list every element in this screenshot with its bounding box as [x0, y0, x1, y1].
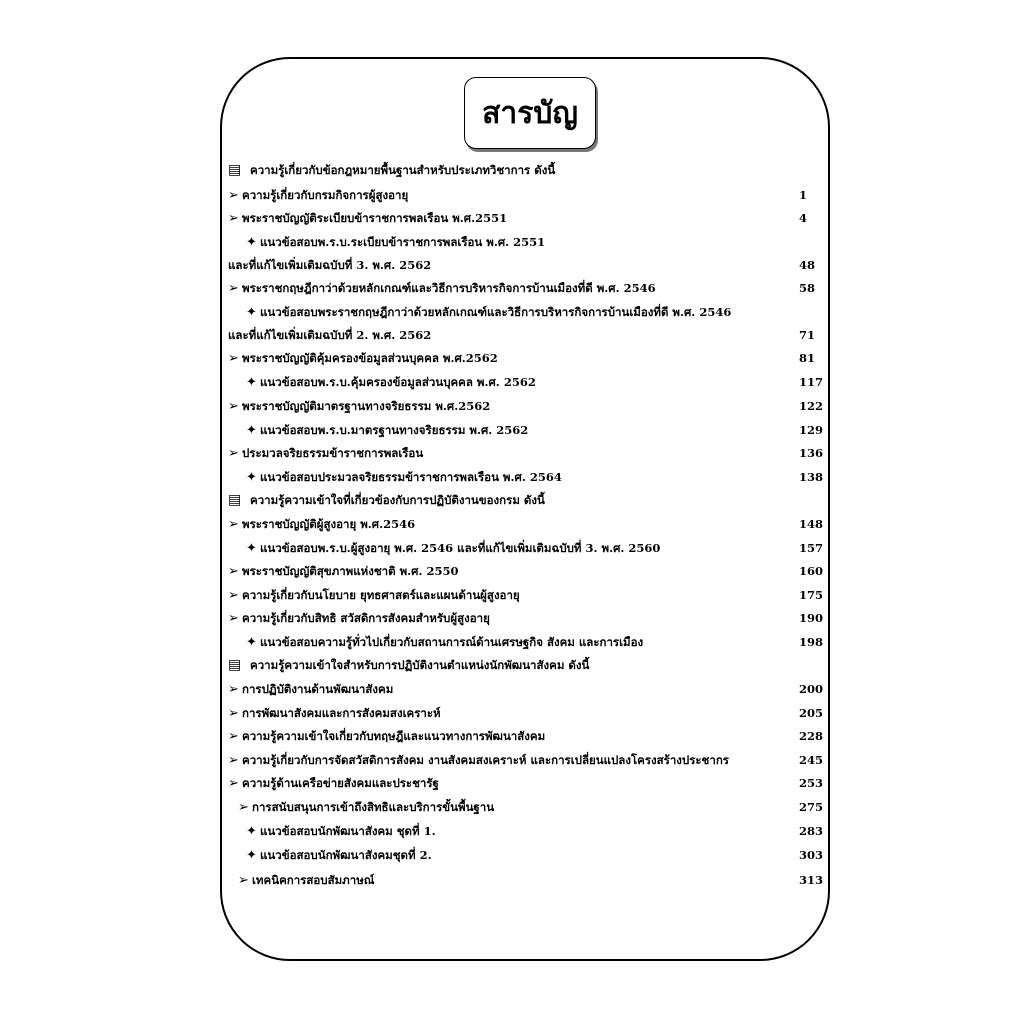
toc-entry [228, 561, 828, 581]
toc-entry [228, 467, 828, 487]
toc-entry-label [246, 302, 731, 323]
toc-entry-label [228, 585, 520, 606]
toc-page-number: 313 [799, 873, 824, 887]
toc-entry-label [228, 185, 408, 206]
toc-page-number: 117 [799, 375, 824, 389]
toc-entry-text: ความรู้เกี่ยวกับกรมกิจการผู้สูงอายุ [242, 188, 409, 202]
toc-entry [228, 585, 828, 605]
toc-entry-label [246, 232, 545, 253]
toc-page-number: 200 [799, 682, 824, 696]
toc-entry [228, 232, 828, 252]
toc-page-number: 71 [799, 328, 816, 342]
toc-entry-text: ความรู้เกี่ยวกับการจัดสวัสดิการสังคม งานสังคมสงเคราะห์ และการเปลี่ยนแปลงโครงสร้างประชากร [242, 753, 729, 767]
arrow-bullet-icon: ➢ [228, 446, 239, 461]
toc-entry [228, 325, 828, 345]
toc-entry-label [246, 467, 562, 488]
toc-entry [228, 538, 828, 558]
toc-entry-label [228, 443, 423, 464]
toc-page-number: 275 [799, 800, 824, 814]
toc-entry [228, 514, 828, 534]
toc-entry [228, 870, 828, 890]
toc-entry-text: แนวข้อสอบพ.ร.บ.คุ้มครองข้อมูลส่วนบุคคล พ.ศ. 2562 [260, 375, 536, 389]
toc-entry [228, 726, 828, 746]
toc-entry-text: การสนับสนุนการเข้าถึงสิทธิและบริการขั้นพื้นฐาน [252, 800, 495, 814]
toc-entry [228, 208, 828, 228]
toc-entry-text: แนวข้อสอบนักพัฒนาสังคมชุดที่ 2. [260, 848, 432, 862]
toc-page-number: 129 [799, 423, 824, 437]
toc-entry-text: พระราชบัญญัติระเบียบข้าราชการพลเรือน พ.ศ.2551 [242, 211, 508, 225]
toc-entry-text: เทคนิคการสอบสัมภาษณ์ [252, 873, 375, 887]
arrow-bullet-icon: ➢ [228, 351, 239, 366]
toc-entry-text: แนวข้อสอบพ.ร.บ.ระเบียบข้าราชการพลเรือน พ.ศ. 2551 [260, 235, 546, 249]
toc-entry [228, 372, 828, 392]
toc-entry [228, 703, 828, 723]
arrow-bullet-icon: ➢ [238, 800, 249, 815]
toc-entry [228, 302, 828, 322]
toc-entry-text: แนวข้อสอบนักพัฒนาสังคม ชุดที่ 1. [260, 824, 436, 838]
toc-entry-text: การปฏิบัติงานด้านพัฒนาสังคม [242, 682, 394, 696]
toc-page-number: 283 [799, 824, 824, 838]
toc-entry-label [246, 632, 643, 653]
toc-entry-label [246, 372, 536, 393]
toc-page-number: 1 [799, 188, 808, 202]
toc-entry-label [228, 679, 393, 700]
toc-entry [228, 396, 828, 416]
toc-page-number: 190 [799, 611, 824, 625]
toc-entry-text: และที่แก้ไขเพิ่มเติมฉบับที่ 3. พ.ศ. 2562 [228, 258, 432, 272]
toc-entry [228, 797, 828, 817]
toc-page-number: 228 [799, 729, 824, 743]
arrow-bullet-icon: ➢ [228, 399, 239, 414]
toc-page-number: 160 [799, 564, 824, 578]
toc-entry-text: แนวข้อสอบความรู้ทั่วไปเกี่ยวกับสถานการณ์ด้านเศรษฐกิจ สังคม และการเมือง [260, 635, 644, 649]
book-icon: ▤ [228, 492, 242, 508]
toc-entry [228, 443, 828, 463]
toc-entry-label [238, 797, 494, 818]
toc-page-number: 48 [799, 258, 816, 272]
arrow-bullet-icon: ➢ [228, 564, 239, 579]
arrow-bullet-icon: ➢ [228, 729, 239, 744]
toc-entry-label [228, 278, 656, 299]
toc-entry-label [228, 726, 545, 747]
star-bullet-icon: ✦ [246, 848, 257, 863]
arrow-bullet-icon: ➢ [228, 753, 239, 768]
arrow-bullet-icon: ➢ [228, 611, 239, 626]
toc-entry-text: การพัฒนาสังคมและการสังคมสงเคราะห์ [242, 706, 441, 720]
toc-page-number: 175 [799, 588, 824, 602]
toc-entry-text: พระราชบัญญัติมาตรฐานทางจริยธรรม พ.ศ.2562 [242, 399, 491, 413]
toc-entry-label [246, 845, 432, 866]
toc-page-number: 148 [799, 517, 824, 531]
toc-entry-label [246, 821, 436, 842]
toc-entry [228, 679, 828, 699]
title-box [464, 77, 596, 149]
toc-entry [228, 845, 828, 865]
toc-page-number: 58 [799, 281, 816, 295]
toc-entry-text: ความรู้เกี่ยวกับนโยบาย ยุทธศาสตร์และแผนด้านผู้สูงอายุ [242, 588, 520, 602]
arrow-bullet-icon: ➢ [228, 776, 239, 791]
toc-page-number: 136 [799, 446, 824, 460]
toc-page-number: 303 [799, 848, 824, 862]
toc-entry [228, 655, 828, 675]
toc-entry-text: พระราชบัญญัติสุขภาพแห่งชาติ พ.ศ. 2550 [242, 564, 459, 578]
toc-entry [228, 278, 828, 298]
toc-entry [228, 348, 828, 368]
toc-entry-text: ความรู้ด้านเครือข่ายสังคมและประชารัฐ [242, 776, 439, 790]
toc-entry-label [228, 208, 507, 229]
toc-page-number: 253 [799, 776, 824, 790]
toc-entry-text: และที่แก้ไขเพิ่มเติมฉบับที่ 2. พ.ศ. 2562 [228, 328, 432, 342]
toc-entry [228, 773, 828, 793]
toc-entry-label [228, 514, 415, 535]
toc-entry-label [238, 870, 374, 891]
toc-entry [228, 821, 828, 841]
star-bullet-icon: ✦ [246, 470, 257, 485]
toc-entry-label [246, 538, 660, 559]
toc-entry-label [228, 655, 589, 675]
star-bullet-icon: ✦ [246, 305, 257, 320]
toc-entry-label [228, 490, 545, 510]
toc-entry-text: แนวข้อสอบประมวลจริยธรรมข้าราชการพลเรือน พ.ศ. 2564 [260, 470, 562, 484]
star-bullet-icon: ✦ [246, 541, 257, 556]
book-icon: ▤ [228, 162, 242, 178]
toc-entry-label [246, 420, 528, 441]
toc-entry-label [228, 396, 490, 417]
toc-entry-text: พระราชกฤษฎีกาว่าด้วยหลักเกณฑ์และวิธีการบริหารกิจการบ้านเมืองที่ดี พ.ศ. 2546 [242, 281, 656, 295]
toc-entry-label [228, 561, 458, 582]
arrow-bullet-icon: ➢ [228, 517, 239, 532]
toc-page-number: 245 [799, 753, 824, 767]
toc-entry [228, 490, 828, 510]
arrow-bullet-icon: ➢ [228, 188, 239, 203]
star-bullet-icon: ✦ [246, 235, 257, 250]
toc-entry-text: พระราชบัญญัติผู้สูงอายุ พ.ศ.2546 [242, 517, 416, 531]
arrow-bullet-icon: ➢ [228, 588, 239, 603]
star-bullet-icon: ✦ [246, 375, 257, 390]
toc-entry-label [228, 703, 441, 724]
toc-entry [228, 608, 828, 628]
arrow-bullet-icon: ➢ [228, 211, 239, 226]
star-bullet-icon: ✦ [246, 824, 257, 839]
arrow-bullet-icon: ➢ [228, 706, 239, 721]
toc-entry-text: ความรู้ความเข้าใจที่เกี่ยวข้องกับการปฏิบัติงานของกรม ดังนี้ [250, 493, 545, 507]
toc-page-number: 157 [799, 541, 824, 555]
toc-entry-text: แนวข้อสอบพระราชกฤษฎีกาว่าด้วยหลักเกณฑ์และวิธีการบริหารกิจการบ้านเมืองที่ดี พ.ศ. 2546 [260, 305, 732, 319]
toc-entry-text: แนวข้อสอบพ.ร.บ.มาตรฐานทางจริยธรรม พ.ศ. 2562 [260, 423, 529, 437]
toc-entry [228, 420, 828, 440]
page-title: สารบัญ [482, 95, 578, 131]
toc-page-number: 138 [799, 470, 824, 484]
toc-entry [228, 255, 828, 275]
arrow-bullet-icon: ➢ [228, 281, 239, 296]
toc-entry-text: แนวข้อสอบพ.ร.บ.ผู้สูงอายุ พ.ศ. 2546 และที่แก้ไขเพิ่มเติมฉบับที่ 3. พ.ศ. 2560 [260, 541, 661, 555]
toc-page-number: 205 [799, 706, 824, 720]
toc-entry [228, 632, 828, 652]
toc-entry-label [228, 160, 555, 180]
toc-entry-text: ประมวลจริยธรรมข้าราชการพลเรือน [242, 446, 424, 460]
book-icon: ▤ [228, 657, 242, 673]
toc-entry-text: ความรู้ความเข้าใจสำหรับการปฏิบัติงานตำแหน่งนักพัฒนาสังคม ดังนี้ [250, 658, 590, 672]
toc-entry-text: ความรู้เกี่ยวกับข้อกฎหมายพื้นฐานสำหรับประเภทวิชาการ ดังนี้ [250, 163, 556, 177]
toc-entry [228, 185, 828, 205]
star-bullet-icon: ✦ [246, 423, 257, 438]
toc-page-number: 81 [799, 351, 816, 365]
toc-entry-label [228, 773, 439, 794]
toc-entry-text: ความรู้ความเข้าใจเกี่ยวกับทฤษฎีและแนวทางการพัฒนาสังคม [242, 729, 546, 743]
toc-entry [228, 160, 828, 180]
arrow-bullet-icon: ➢ [228, 682, 239, 697]
toc-page-number: 122 [799, 399, 824, 413]
toc-entry-label [228, 608, 490, 629]
toc-entry-text: ความรู้เกี่ยวกับสิทธิ สวัสดิการสังคมสำหรับผู้สูงอายุ [242, 611, 490, 625]
toc-page-number: 4 [799, 211, 808, 225]
toc-entry-label [228, 348, 498, 369]
arrow-bullet-icon: ➢ [238, 873, 249, 888]
toc-page-number: 198 [799, 635, 824, 649]
toc-entry-label [228, 750, 729, 771]
star-bullet-icon: ✦ [246, 635, 257, 650]
toc-entry [228, 750, 828, 770]
toc-entry-text: พระราชบัญญัติคุ้มครองข้อมูลส่วนบุคคล พ.ศ.2562 [242, 351, 498, 365]
toc-entry-label [228, 325, 431, 345]
toc-entry-label [228, 255, 431, 275]
